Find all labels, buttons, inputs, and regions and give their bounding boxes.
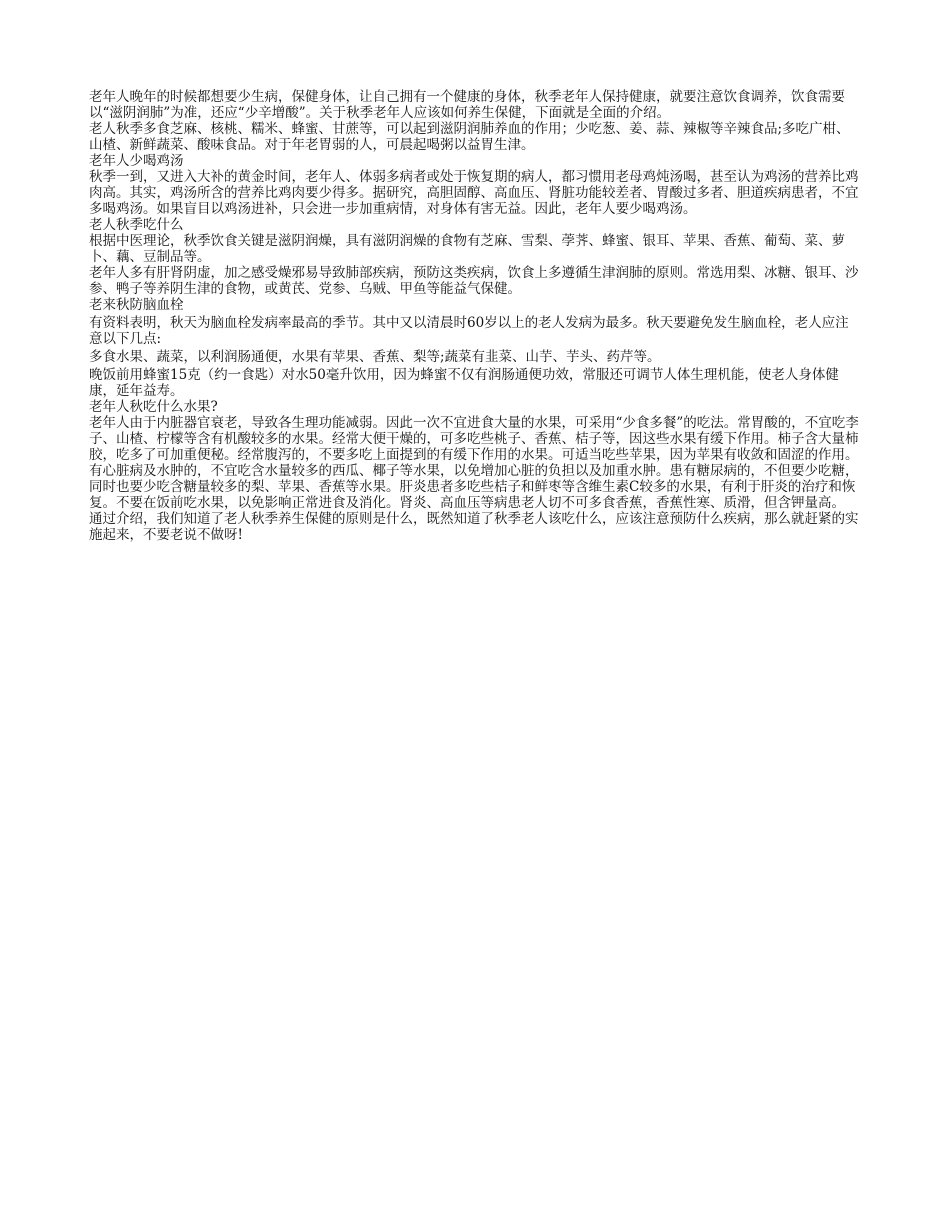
section-heading-chicken-soup: 老年人少喝鸡汤	[89, 153, 184, 169]
conclusion-paragraph: 通过介绍，我们知道了老人秋季养生保健的原则是什么，既然知道了秋季老人该吃什么，应该注意预防什么疾病，那么就赶紧的实施起来，不要老说不做呀!	[89, 511, 859, 543]
chicken-soup-paragraph: 秋季一到，又进入大补的黄金时间，老年人、体弱多病者或处于恢复期的病人，都习惯用老母鸡炖汤喝，甚至认为鸡汤的营养比鸡肉高。其实，鸡汤所含的营养比鸡肉要少得多。据研究，高胆固醇、高血压、肾脏功能较差者、胃酸过多者、胆道疾病患者，不宜多喝鸡汤。如果盲目以鸡汤进补，只会进一步加重病情，对身体有害无益。因此，老年人要少喝鸡汤。	[89, 169, 859, 217]
section-heading-fruit: 老年人秋吃什么水果?	[89, 399, 218, 415]
intro-paragraph: 老年人晚年的时候都想要少生病，保健身体，让自己拥有一个健康的身体，秋季老年人保持健康，就要注意饮食调养，饮食需要以“滋阴润肺”为准，还应“少辛增酸”。关于秋季老年人应该如何养生保健，下面就是全面的介绍。	[89, 89, 845, 121]
tcm-paragraph: 根据中医理论，秋季饮食关键是滋阴润燥，具有滋阴润燥的食物有芝麻、雪梨、荸荠、蜂蜜、银耳、苹果、香蕉、葡萄、菜、萝卜、藕、豆制品等。	[89, 233, 845, 265]
section-heading-thrombosis: 老来秋防脑血栓	[89, 297, 184, 313]
section-heading-what-to-eat: 老人秋季吃什么	[89, 217, 184, 233]
fruit-paragraph: 老年人由于内脏器官衰老，导致各生理功能减弱。因此一次不宜进食大量的水果，可采用“少食多餐”的吃法。常胃酸的，不宜吃李子、山楂、柠檬等含有机酸较多的水果。经常大便干燥的，可多吃些桃子、香蕉、桔子等，因这些水果有缓下作用。柿子含大量柿胶，吃多了可加重便秘。经常腹泻的，不要多吃上面提到的有缓下作用的水果。可适当吃些苹果，因为苹果有收敛和固涩的作用。有心脏病及水肿的，不宜吃含水量较多的西瓜、椰子等水果，以免增加心脏的负担以及加重水肿。患有糖尿病的，不但要少吃糖，同时也要少吃含糖量较多的梨、苹果、香蕉等水果。肝炎患者多吃些桔子和鲜枣等含维生素C较多的水果，有利于肝炎的治疗和恢复。不要在饭前吃水果，以免影响正常进食及消化。肾炎、高血压等病患老人切不可多食香蕉，香蕉性寒、质滑，但含钾量高。	[89, 415, 859, 511]
foods-paragraph: 老人秋季多食芝麻、核桃、糯米、蜂蜜、甘蔗等，可以起到滋阴润肺养血的作用；少吃葱、姜、蒜、辣椒等辛辣食品;多吃广柑、山楂、新鲜蔬菜、酸味食品。对于年老胃弱的人，可晨起喝粥以益胃生津。	[89, 121, 850, 153]
fruits-vegetables-paragraph: 多食水果、蔬菜，以利润肠通便，水果有苹果、香蕉、梨等;蔬菜有韭菜、山芋、芋头、药芹等。	[89, 349, 661, 365]
liver-kidney-paragraph: 老年人多有肝肾阴虚，加之感受燥邪易导致肺部疾病，预防这类疾病，饮食上多遵循生津润肺的原则。常选用梨、冰糖、银耳、沙参、鸭子等养阴生津的食物，或黄芪、党参、乌贼、甲鱼等能益气保健。	[89, 265, 859, 297]
article-body	[89, 89, 861, 543]
honey-paragraph: 晚饭前用蜂蜜15克（约一食匙）对水50毫升饮用，因为蜂蜜不仅有润肠通便功效，常服还可调节人体生理机能，使老人身体健康，延年益寿。	[89, 367, 839, 399]
thrombosis-paragraph: 有资料表明，秋天为脑血栓发病率最高的季节。其中又以清晨时60岁以上的老人发病为最多。秋天要避免发生脑血栓，老人应注意以下几点:	[89, 315, 849, 347]
